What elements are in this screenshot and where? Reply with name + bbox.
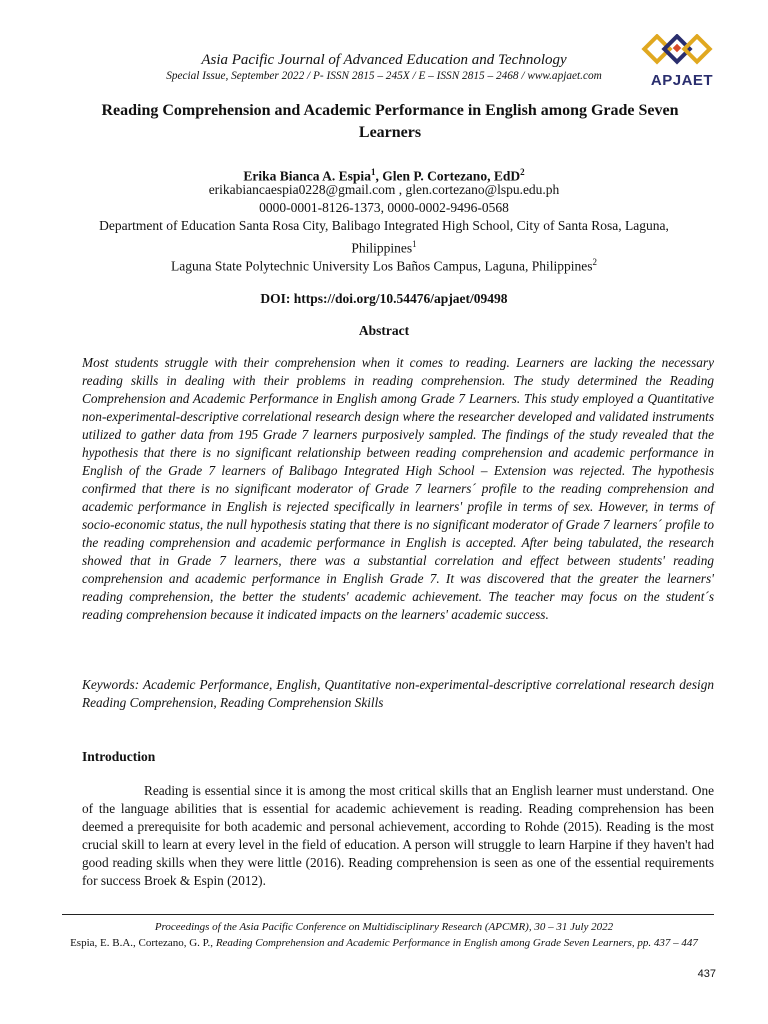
affiliation-2-sup: 2 [592, 257, 597, 267]
footer-divider [62, 914, 714, 915]
author-1: Erika Bianca A. Espia [243, 168, 371, 184]
author-separator: , [375, 168, 383, 184]
footer-proceedings: Proceedings of the Asia Pacific Conference on Multidisciplinary Research (APCMR), 30 – 31 July 2022 [154, 921, 614, 933]
introduction-heading: Introduction [82, 749, 156, 764]
doi-line: DOI: https://doi.org/10.54476/apjaet/09498 [260, 291, 508, 306]
affiliation-2 [80, 253, 688, 276]
journal-issue-line: Special Issue, September 2022 / P- ISSN 2815 – 245X / E – ISSN 2815 – 2468 / www.apjaet.com [166, 70, 602, 82]
affiliation-1-text: Department of Education Santa Rosa City, Balibago Integrated High School, City of Santa Rosa, Laguna, Philippines [99, 218, 669, 256]
author-orcids: 0000-0001-8126-1373, 0000-0002-9496-0568 [259, 200, 509, 215]
logo-diamonds [644, 36, 709, 61]
author-emails: erikabiancaespia0228@gmail.com , glen.cortezano@lspu.edu.ph [208, 182, 560, 197]
abstract-heading: Abstract [358, 323, 410, 338]
author-1-sup: 1 [370, 167, 376, 177]
affiliation-1-sup: 1 [412, 239, 417, 249]
keywords: Keywords: Academic Performance, English, Quantitative non-experimental-descriptive correlational research design Reading Comprehension, Reading Comprehension Skills [82, 677, 714, 710]
citation-authors: Espia, E. B.A., Cortezano, G. P., [70, 937, 216, 949]
author-2: Glen P. Cortezano, EdD [382, 168, 521, 184]
author-2-sup: 2 [520, 167, 525, 177]
abstract-body: Most students struggle with their comprehension when it comes to reading. Learners are lacking the necessary reading skills in dealing with their problems in reading comprehension. The study determined the Reading Comprehension and Academic Performance in English among Grade 7 Learners. This study employed a Quantitative non-experimental-descriptive correlational research design where the researcher developed and validated instruments utilized to gather data from 195 Grade 7 learners purposively sampled. The findings of the study revealed that the hypothesis that there is no significant relationship between reading comprehension and academic performance in English of the Grade 7 learners of Balibago Integrated High School – Extension was rejected. The hypothesis confirmed that there is no significant moderator of Grade 7 learners´ profile to the reading comprehension and academic performance in English is rejected specifically in learners' profile in terms of sex. However, in terms of socio-economic status, the null hypothesis stating that there is no significant moderator of Grade 7 learners´ profile to the reading comprehension and academic performance in English is accepted. After being tabulated, the research showed that in Grade 7 learners, there was a substantial correlation and effect between students' reading comprehension and academic performance in English Grade 7. It was discovered that the greater the learners' reading comprehension, the better the students' academic achievement. The teacher may focus on the student´s reading comprehension because it indicated impacts on the learners' academic success. [82, 355, 714, 622]
introduction-body: Reading is essential since it is among the most critical skills that an English learner must understand. One of the language abilities that is essential for academic achievement is reading. Reading comprehension has been deemed a prerequisite for both academic and personal achievement, according to Rohde (2015). Reading is the most crucial skill to learn at every level in the field of education. A person will struggle to learn Harpine if they haven't had good reading skills when they were little (2016). Reading comprehension is seen as one of the essential requirements for success Broek & Espin (2012). [82, 783, 714, 888]
logo-text: APJAET [650, 72, 714, 89]
page-number: 437 [697, 968, 716, 980]
footer-citation [60, 936, 708, 951]
citation-title: Reading Comprehension and Academic Performance in English among Grade Seven Learners, pp. 437 – 447 [215, 937, 698, 949]
journal-title: Asia Pacific Journal of Advanced Education and Technology [201, 52, 567, 68]
affiliation-2-text: Laguna State Polytechnic University Los Baños Campus, Laguna, Philippines [171, 258, 593, 274]
paper-title: Reading Comprehension and Academic Performance in English among Grade Seven Learners [101, 102, 679, 141]
affiliation-1 [80, 217, 688, 258]
